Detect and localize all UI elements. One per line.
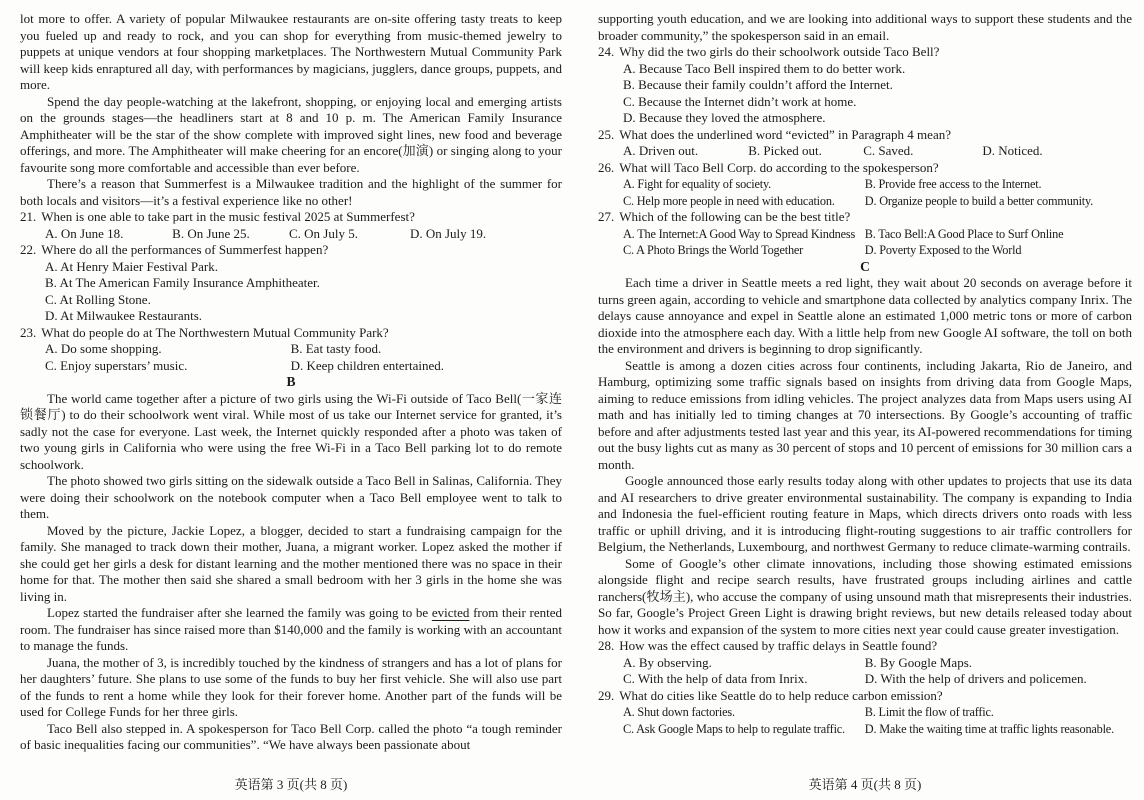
- passage-b-continuation: supporting youth education, and we are looking into additional ways to support these students and the broader community,” the spokesperson said in an email.: [598, 11, 1132, 43]
- passage-b-paragraph-3: Moved by the picture, Jackie Lopez, a blogger, decided to start a fundraising campaign for the family. She managed to track down their mother, Juana, a migrant worker. Lopez asked the mother if she could get her girls a desk for distant learning and the mother mentioned there was no space in their home for that. The mother then said she shared a small bedroom with her 3 girls in the home she was living in.: [20, 522, 562, 604]
- question-27-text: Which of the following can be the best title?: [619, 209, 851, 224]
- question-22-number: 22.: [20, 242, 37, 257]
- question-25-number: 25.: [598, 126, 615, 142]
- option-23-d: D. Keep children entertained.: [290, 357, 444, 373]
- option-25-c: C. Saved.: [863, 143, 914, 158]
- question-21-number: 21.: [20, 209, 37, 224]
- option-23-a: A. Do some shopping.: [45, 341, 162, 356]
- option-27-c: C. A Photo Brings the World Together: [623, 243, 804, 257]
- option-26-c: C. Help more people in need with education.: [623, 193, 835, 208]
- page-4-footer: 英语第 4 页(共 8 页): [808, 776, 922, 792]
- page-3-footer: 英语第 3 页(共 8 页): [234, 776, 348, 792]
- question-28-number: 28.: [598, 638, 615, 653]
- question-26-text: What will Taco Bell Corp. do according to the spokesperson?: [619, 159, 939, 175]
- question-21-text: When is one able to take part in the music festival 2025 at Summerfest?: [41, 209, 415, 224]
- page-4: [598, 11, 1132, 754]
- option-24-b: B. Because their family couldn’t afford the Internet.: [623, 77, 893, 92]
- passage-a-paragraph-1: lot more to offer. A variety of popular Milwaukee restaurants are on-site offering tasty treats to keep you fueled up and ready to rock, and you can shop for everything from music-themed jewelry to puppets at unique vendors at four shopping marketplaces. The Northwestern Mutual Community Park will keep kids enraptured all day, with performances by magicians, jugglers, dance groups, puppets, and more.: [20, 11, 562, 92]
- question-29: [598, 688, 1132, 738]
- question-27-number: 27.: [598, 209, 615, 224]
- question-23: [20, 325, 562, 375]
- question-22-text: Where do all the performances of Summerfest happen?: [41, 242, 329, 257]
- option-22-b: B. At The American Family Insurance Amphitheater.: [45, 275, 320, 290]
- passage-b-paragraph-1: The world came together after a picture of two girls using the Wi-Fi outside of Taco Bell(一家连锁餐厅) to do their schoolwork went viral. While most of us take our Internet service for granted, it’s sadly not the case for everyone. Last week, the Internet quickly responded after a photo was taken of two young girls in California who were using the free Wi-Fi in a Taco Bell parking lot to do remote schoolwork.: [20, 390, 562, 472]
- section-c-heading: C: [860, 258, 870, 274]
- question-23-text: What do people do at The Northwestern Mutual Community Park?: [41, 324, 389, 340]
- passage-b-paragraph-6: Taco Bell also stepped in. A spokesperson for Taco Bell Corp. called the photo “a tough reminder of basic inequalities facing our communities”. “We have always been passionate about: [20, 720, 562, 752]
- question-23-number: 23.: [20, 324, 37, 340]
- option-21-c: C. On July 5.: [289, 225, 358, 241]
- option-25-a: A. Driven out.: [623, 143, 699, 158]
- option-27-d: D. Poverty Exposed to the World: [864, 243, 1022, 257]
- passage-b-paragraph-2: The photo showed two girls sitting on the sidewalk outside a Taco Bell in Salinas, California. They were doing their schoolwork on the notebook computer when a Taco Bell employee went to talk to them.: [20, 473, 562, 521]
- passage-c-paragraph-3: Google announced those early results today along with other updates to projects that use its data and AI researchers to drive greater environmental sustainability. The company is expanding to India and Indonesia the fuel-efficient routing feature in Maps, which directs drivers onto roads with less traffic or uphill driving, and it is introducing flight-routing suggestions to air traffic controllers for Belgium, the Netherlands, Luxembourg, and northwest Germany to reduce climate-warming contrails.: [598, 473, 1132, 554]
- passage-a-paragraph-3: There’s a reason that Summerfest is a Milwaukee tradition and the highlight of the summer for both locals and visitors—it’s a festival experience like no other!: [20, 176, 562, 208]
- passage-c-paragraph-4: Some of Google’s other climate innovations, including those showing estimated emissions alongside flight and recipe search results, have frustrated groups including airlines and cattle ranchers(牧场主), who accuse the company of using unsound math that misrepresents their industries. So far, Google’s Project Green Light is drawing bright reviews, but new details released today about how it works and expansion of the system to more cities next year could cause greater investigation.: [598, 555, 1132, 637]
- question-22: [20, 242, 562, 325]
- option-22-c: C. At Rolling Stone.: [45, 291, 151, 307]
- passage-a-paragraph-2: Spend the day people-watching at the lakefront, shopping, or enjoying local and emerging artists on the grounds stages—the headliners start at 8 and 10 p. m. The American Family Insurance Amphitheater will be the star of the show complete with improved sight lines, new food and beverage offerings, and more. The Amphitheater will make cheering for an encore(加演) or singing along to your favourite song more comfortable and accessible than ever before.: [20, 93, 562, 175]
- question-24: [598, 44, 1132, 127]
- passage-b-paragraph-5: Juana, the mother of 3, is incredibly touched by the kindness of strangers and has a lot of plans for her daughters’ future. She plans to use some of the funds to buy her first vehicle. She will also use part of the funds to rent a home while they look for their forever home. Another part of the funds will be used for College Funds for her three girls.: [20, 654, 562, 719]
- option-26-a: A. Fight for equality of society.: [623, 177, 771, 191]
- page-3: [20, 11, 562, 754]
- option-29-a: A. Shut down factories.: [623, 705, 735, 719]
- passage-c-paragraph-1: Each time a driver in Seattle meets a red light, they wait about 20 seconds on average before it turns green again, according to vehicle and smartphone data collected by analytics company Inrix. The delays cause annoyance and expel in Seattle alone an estimated 1,000 metric tons or more of carbon dioxide into the atmosphere each day. With a little help from new Google AI software, the toll on both the environment and drivers is beginning to drop significantly.: [598, 275, 1133, 356]
- question-27: [598, 209, 1132, 259]
- question-28: [598, 638, 1132, 688]
- option-22-d: D. At Milwaukee Restaurants.: [45, 308, 203, 323]
- option-26-d: D. Organize people to build a better community.: [864, 193, 1094, 208]
- question-25: [598, 127, 1132, 160]
- question-29-text: What do cities like Seattle do to help reduce carbon emission?: [619, 687, 943, 703]
- option-24-c: C. Because the Internet didn’t work at home.: [623, 93, 857, 109]
- option-28-a: A. By observing.: [623, 654, 712, 670]
- option-24-a: A. Because Taco Bell inspired them to do better work.: [623, 60, 906, 76]
- option-24-d: D. Because they loved the atmosphere.: [623, 110, 826, 125]
- option-29-b: B. Limit the flow of traffic.: [864, 705, 994, 719]
- option-28-d: D. With the help of drivers and policemen.: [864, 671, 1087, 686]
- section-b-heading: B: [286, 374, 296, 389]
- option-27-a: A. The Internet:A Good Way to Spread Kindness: [623, 226, 856, 241]
- option-29-d: D. Make the waiting time at traffic lights reasonable.: [864, 721, 1114, 736]
- question-24-text: Why did the two girls do their schoolwork outside Taco Bell?: [619, 44, 940, 59]
- question-25-text: What does the underlined word “evicted” in Paragraph 4 mean?: [619, 126, 951, 142]
- option-25-d: D. Noticed.: [982, 143, 1043, 158]
- option-25-b: B. Picked out.: [748, 143, 822, 158]
- option-22-a: A. At Henry Maier Festival Park.: [45, 258, 218, 274]
- question-26: [598, 160, 1132, 210]
- question-28-text: How was the effect caused by traffic delays in Seattle found?: [619, 638, 938, 653]
- option-23-b: B. Eat tasty food.: [290, 341, 382, 356]
- underlined-word-evicted: evicted: [431, 605, 470, 620]
- option-26-b: B. Provide free access to the Internet.: [864, 177, 1042, 191]
- passage-c-paragraph-2: Seattle is among a dozen cities across four continents, including Jakarta, Rio de Janeiro, and Hamburg, optimizing some traffic signals based on insights from driving data from Google Maps, aiming to reduce emissions from idling vehicles. The project analyzes data from Maps users using AI math and has initially led to timing changes at 70 intersections. By Google’s accounting of traffic before and after adjustments tested last year and this year, its AI-powered recommendations for timing out the busy lights cut as many as 30 percent of stops and 10 percent of emissions for 30 million cars a month.: [598, 357, 1132, 472]
- option-29-c: C. Ask Google Maps to help to regulate traffic.: [623, 721, 845, 736]
- question-21: [20, 209, 562, 242]
- option-23-c: C. Enjoy superstars’ music.: [45, 357, 188, 373]
- question-24-number: 24.: [598, 44, 615, 59]
- option-28-b: B. By Google Maps.: [864, 654, 973, 670]
- option-21-d: D. On July 19.: [409, 225, 487, 241]
- option-28-c: C. With the help of data from Inrix.: [623, 671, 808, 686]
- option-21-a: A. On June 18.: [45, 225, 124, 241]
- option-27-b: B. Taco Bell:A Good Place to Surf Online: [864, 226, 1064, 241]
- question-29-number: 29.: [598, 687, 615, 703]
- question-26-number: 26.: [598, 159, 615, 175]
- option-21-b: B. On June 25.: [172, 225, 250, 241]
- passage-b-paragraph-4: Lopez started the fundraiser after she learned the family was going to be evicted from their rented room. The fundraiser has since raised more than $140,000 and the family is working with an accountant to manage the funds.: [20, 605, 562, 653]
